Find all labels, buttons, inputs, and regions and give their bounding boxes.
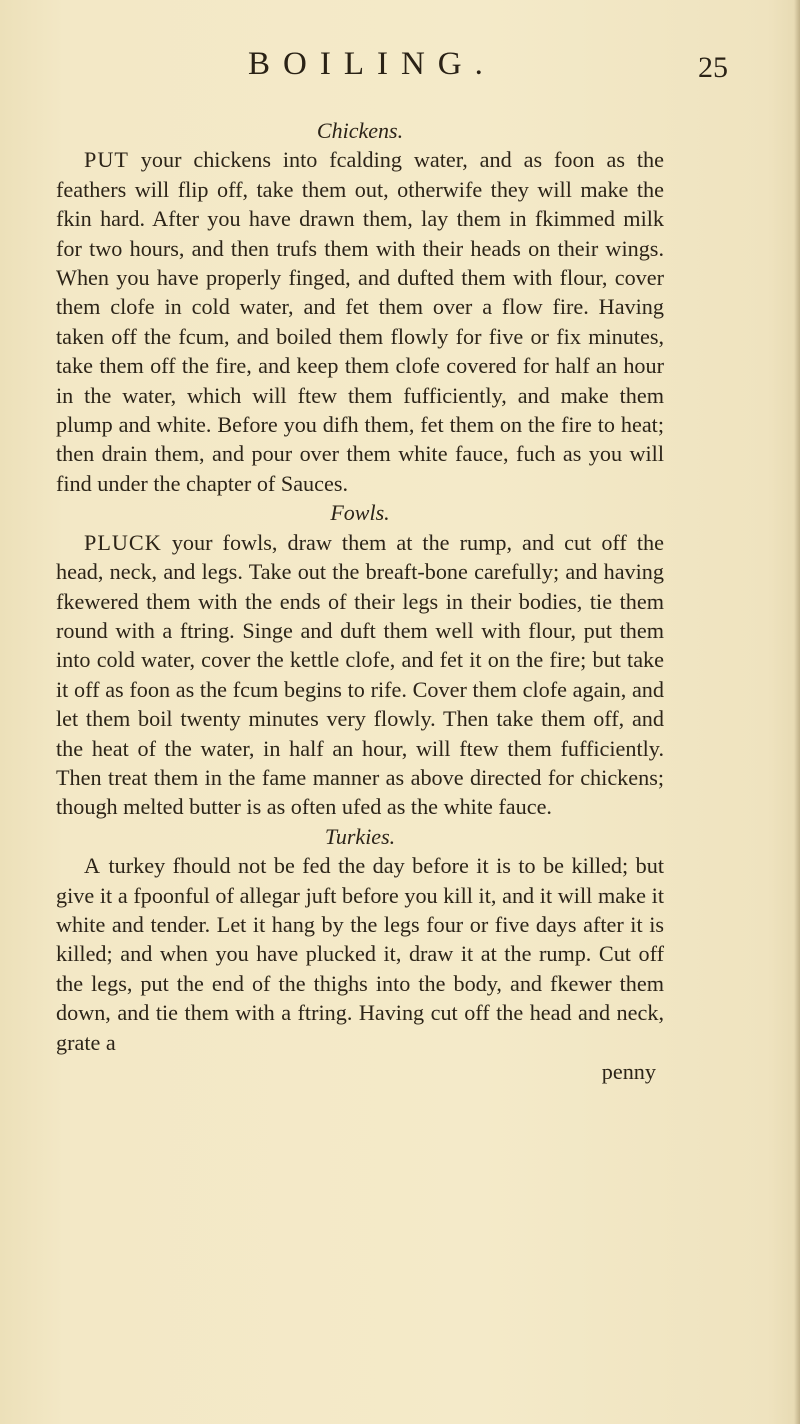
section-heading-turkies: Turkies.	[324, 823, 396, 849]
paragraph-chickens	[56, 145, 664, 498]
page-edge-shadow	[794, 0, 800, 1424]
text-block	[56, 116, 664, 1086]
running-title: BOILING.	[248, 46, 496, 82]
paragraph-body: your chickens into fcalding water, and as foon as the feathers will flip off, take them out, otherwife they will make the fkin hard. After you have drawn them, lay them in fkimmed milk for two hours, and then trufs them with their heads on their wings. When you have properly finged, and dufted them with flour, cover them clofe in cold water, and fet them over a flow fire. Having taken off the fcum, and boiled them flowly for five or fix minutes, take them off the fire, and keep them clofe covered for half an hour in the water, which will ftew them fufficiently, and make them plump and white. Before you difh them, fet them on the fire to heat; then drain them, and pour over them white fauce, fuch as you will find under the chapter of Sauces.	[56, 147, 664, 496]
catchword: penny	[601, 1059, 656, 1084]
paragraph-turkies	[56, 851, 664, 1057]
paragraph-body: turkey fhould not be fed the day before it is to be killed; but give it a fpoonful of allegar juft before you kill it, and it will make it white and tender. Let it hang by the legs four or five days after it is killed; and when you have plucked it, draw it at the rump. Cut off the legs, put the end of the thighs into the body, and fkewer them down, and tie them with a ftring. Having cut off the head and neck, grate a	[56, 853, 664, 1055]
paragraph-body: your fowls, draw them at the rump, and cut off the head, neck, and legs. Take out the breaft-bone carefully; and having fkewered them with the ends of their legs in their bodies, tie them round with a ftring. Singe and duft them well with flour, put them into cold water, cover the kettle clofe, and fet it on the fire; but take it off as foon as the fcum begins to rife. Cover them clofe again, and let them boil twenty minutes very flowly. Then take them off, and the heat of the water, in half an hour, will ftew them fufficiently. Then treat them in the fame manner as above directed for chickens; though melted butter is as often ufed as the white fauce.	[56, 529, 664, 820]
page-number: 25	[698, 51, 728, 84]
running-head	[0, 44, 800, 94]
paragraph-lead-word: PUT	[84, 147, 129, 173]
paragraph-lead-word: PLUCK	[84, 529, 162, 555]
section-heading-chickens: Chickens.	[316, 118, 404, 143]
section-heading-fowls: Fowls.	[330, 500, 390, 526]
paragraph-lead-word: A	[84, 853, 102, 879]
paragraph-fowls	[56, 528, 664, 822]
